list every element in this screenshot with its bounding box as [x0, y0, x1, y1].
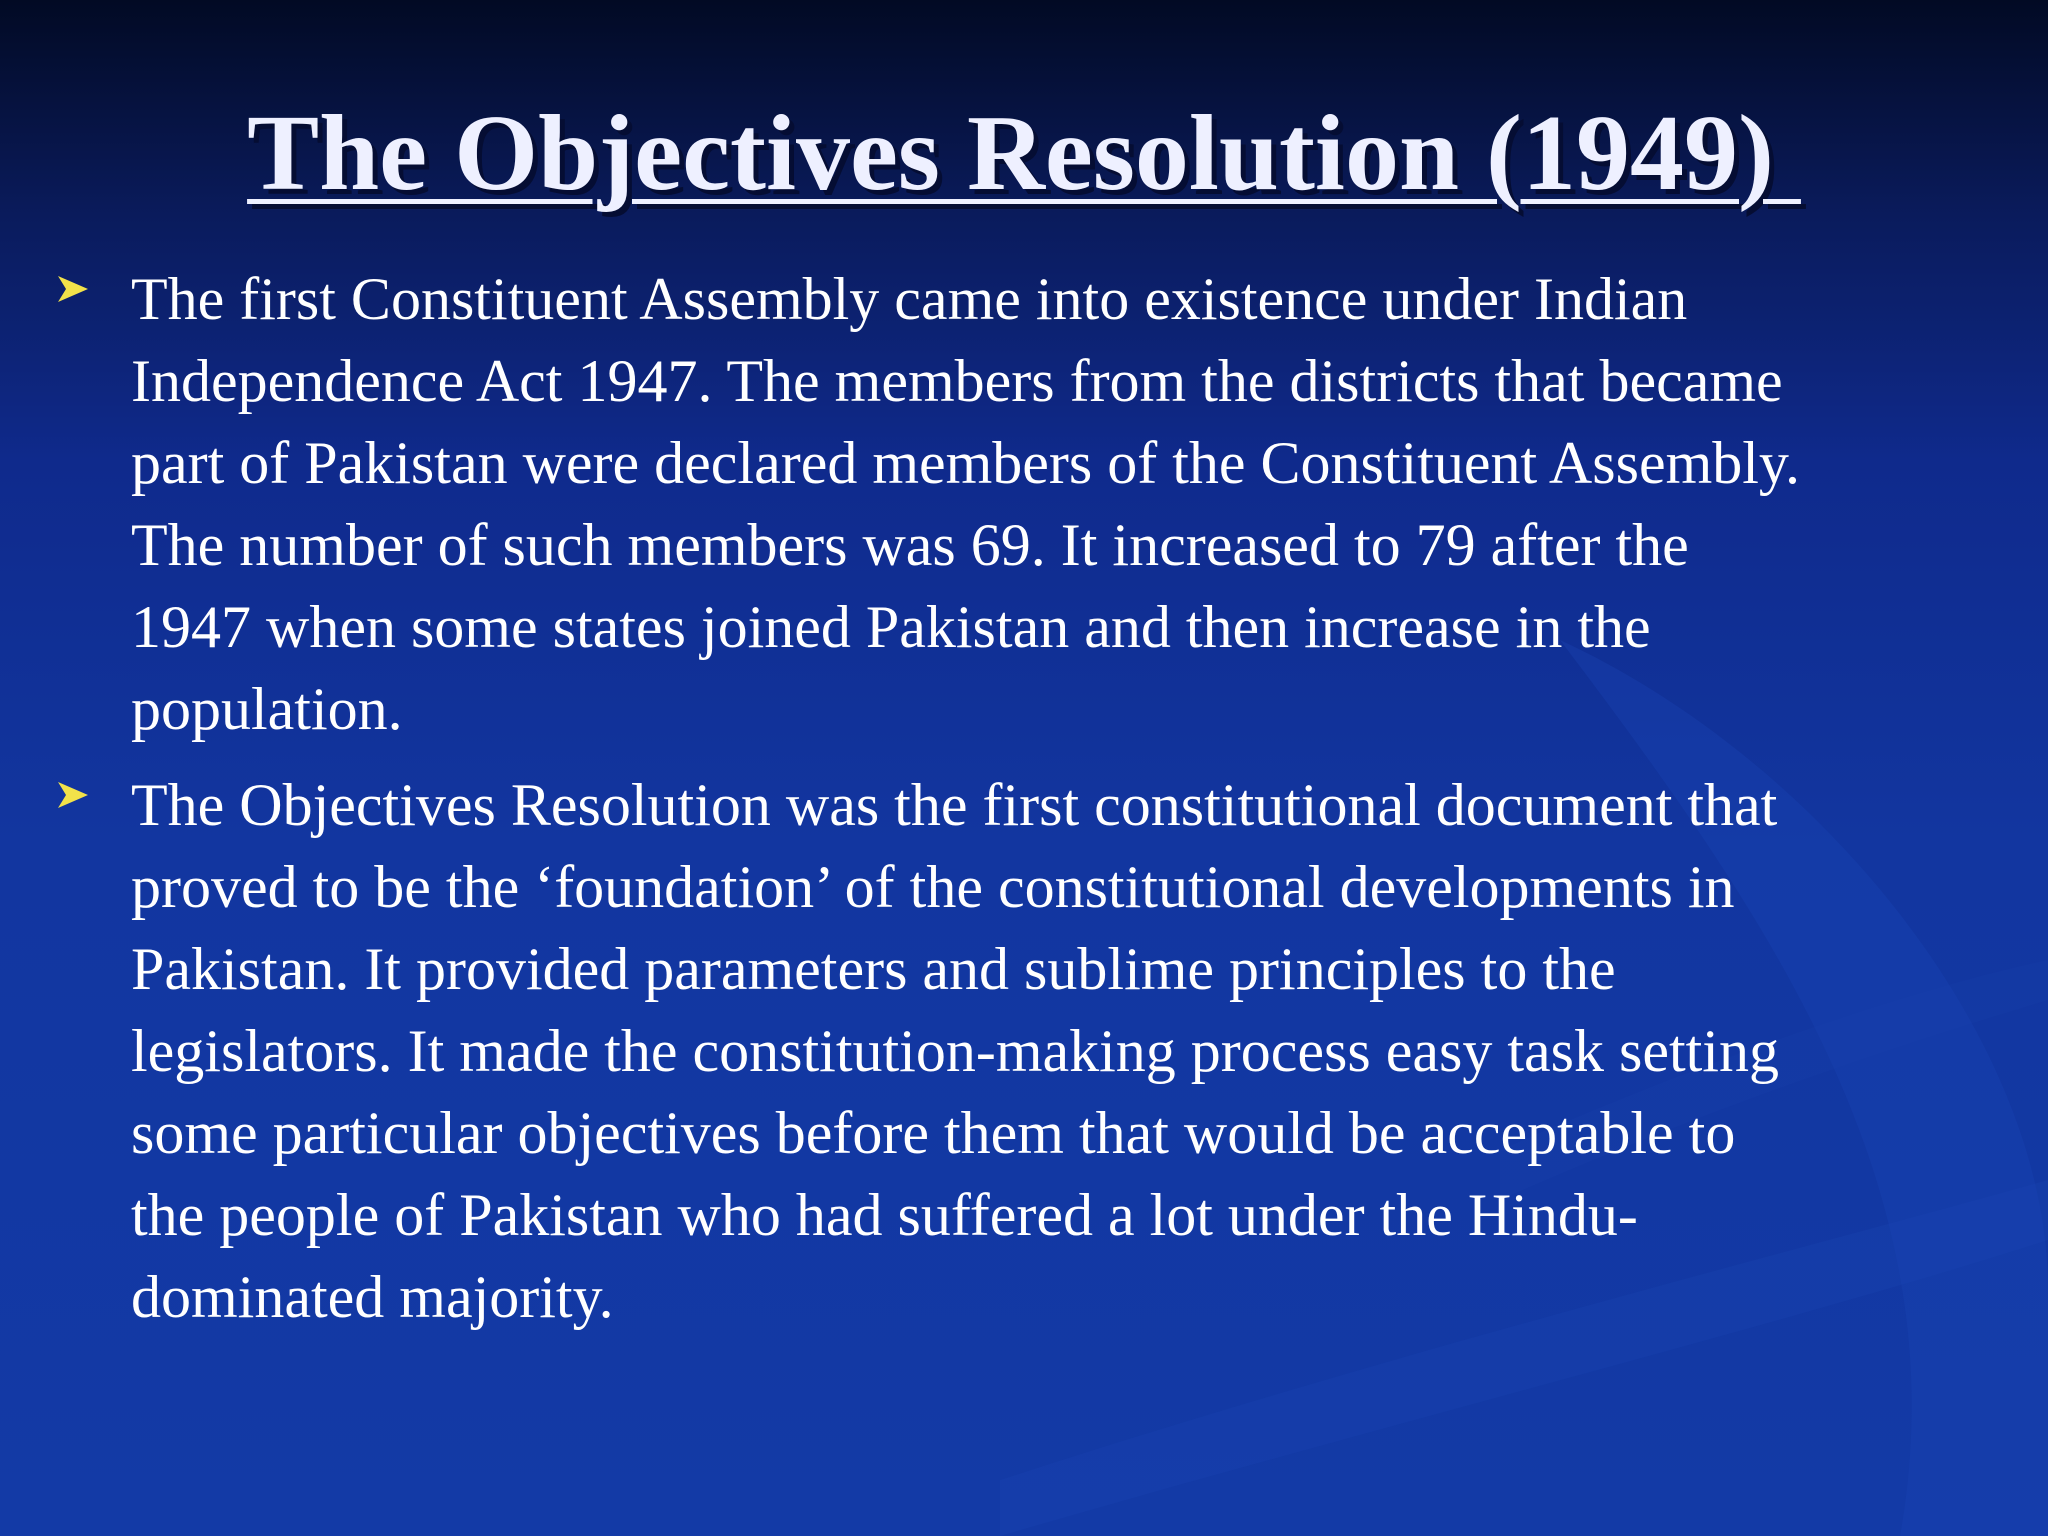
bullet-text-line: proved to be the ‘foundation’ of the constitutional developments in [131, 854, 1735, 920]
bullet-text-line: Independence Act 1947. The members from the districts that became [131, 348, 1783, 414]
bullet-text-line: 1947 when some states joined Pakistan and then increase in the [131, 594, 1651, 660]
bullet-list [0, 258, 2048, 1352]
bullet-text-line: The first Constituent Assembly came into existence under Indian [131, 266, 1688, 332]
arrowhead-bullet-icon [56, 272, 90, 306]
bullet-text-line: the people of Pakistan who had suffered a lot under the Hindu- [131, 1182, 1638, 1248]
bullet-text-line: The number of such members was 69. It increased to 79 after the [131, 512, 1689, 578]
slide-title: The Objectives Resolution (1949) [247, 94, 1801, 213]
bullet-text-line: dominated majority. [131, 1264, 614, 1330]
bullet-text-line: some particular objectives before them that would be acceptable to [131, 1100, 1736, 1166]
bullet-text-line: Pakistan. It provided parameters and sublime principles to the [131, 936, 1616, 1002]
arrowhead-bullet-icon [56, 778, 90, 812]
bullet-text-line: The Objectives Resolution was the first constitutional document that [131, 772, 1778, 838]
bullet-text-line: population. [131, 676, 403, 742]
bullet-text-line: legislators. It made the constitution-making process easy task setting [131, 1018, 1779, 1084]
bullet-text-line: part of Pakistan were declared members of the Constituent Assembly. [131, 430, 1801, 496]
bullet-item [0, 764, 2048, 1338]
bullet-item [0, 258, 2048, 750]
